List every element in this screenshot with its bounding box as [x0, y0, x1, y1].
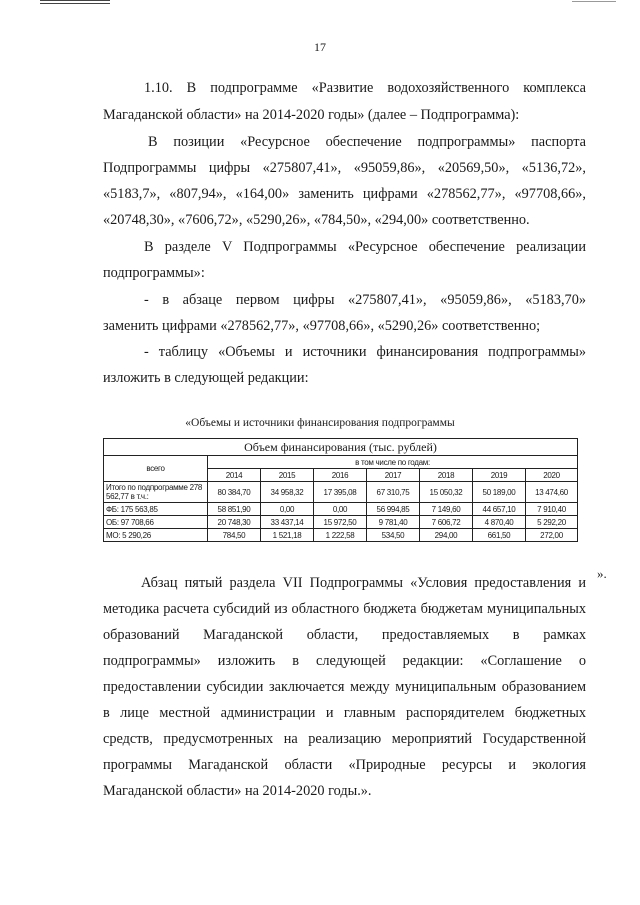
table-cell: 15 050,32 — [420, 482, 473, 503]
paragraph-4-line-1: - в абзаце первом цифры «275807,41», «95059,86», «5183,70» — [144, 292, 586, 308]
table-row — [104, 529, 578, 542]
table-cell: 272,00 — [526, 529, 578, 542]
paragraph-5-line-1: - таблицу «Объемы и источники финансирования подпрограммы» — [144, 344, 586, 360]
table-cell: 67 310,75 — [367, 482, 420, 503]
table-cell: 534,50 — [367, 529, 420, 542]
paragraph-2-line-4: «20748,30», «7606,72», «5290,26», «784,50», «294,00» соответственно. — [103, 212, 530, 228]
page-number: 17 — [314, 40, 326, 54]
paragraph-3-line-2: подпрограммы»: — [103, 265, 205, 281]
table-row — [104, 482, 578, 503]
table-cell: 661,50 — [473, 529, 526, 542]
row-label: ОБ: 97 708,66 — [104, 516, 208, 529]
table-cell: 7 910,40 — [526, 503, 578, 516]
paragraph-2-line-3: «5183,7», «807,94», «164,00» заменить цифрами «278562,77», «97708,66», — [103, 186, 586, 202]
table-cell: 784,50 — [208, 529, 261, 542]
year-header: 2020 — [526, 469, 578, 482]
row-label: Итого по подпрограмме 278 562,77 в т.ч.: — [104, 482, 208, 503]
table-header-row-main — [104, 439, 578, 456]
table-closing-quote: ». — [597, 566, 607, 581]
row-label: МО: 5 290,26 — [104, 529, 208, 542]
year-header: 2019 — [473, 469, 526, 482]
table-caption: «Объемы и источники финансирования подпрограммы — [185, 417, 455, 429]
table-cell: 7 149,60 — [420, 503, 473, 516]
paragraph-2-line-1: В позиции «Ресурсное обеспечение подпрограммы» паспорта — [148, 134, 586, 150]
table-cell: 58 851,90 — [208, 503, 261, 516]
table-cell: 5 292,20 — [526, 516, 578, 529]
paragraph-3-line-1: В разделе V Подпрограммы «Ресурсное обеспечение реализации — [144, 239, 586, 255]
table-header-total: всего — [104, 456, 208, 482]
table-cell: 294,00 — [420, 529, 473, 542]
financing-table — [103, 438, 578, 542]
table-cell: 50 189,00 — [473, 482, 526, 503]
table-row — [104, 516, 578, 529]
table-cell: 13 474,60 — [526, 482, 578, 503]
table-cell: 34 958,32 — [261, 482, 314, 503]
table-cell: 44 657,10 — [473, 503, 526, 516]
year-header: 2017 — [367, 469, 420, 482]
table-cell: 33 437,14 — [261, 516, 314, 529]
table-header-by-years: в том числе по годам: — [208, 456, 578, 469]
table-header-row-group — [104, 456, 578, 469]
paragraph-4-line-2: заменить цифрами «278562,77», «97708,66», «5290,26» соответственно; — [103, 318, 541, 334]
year-header: 2018 — [420, 469, 473, 482]
row-label: ФБ: 175 563,85 — [104, 503, 208, 516]
table-cell: 17 395,08 — [314, 482, 367, 503]
table-cell: 1 222,58 — [314, 529, 367, 542]
table-cell: 1 521,18 — [261, 529, 314, 542]
table-cell: 0,00 — [314, 503, 367, 516]
table-header-main: Объем финансирования (тыс. рублей) — [104, 439, 578, 456]
table-cell: 4 870,40 — [473, 516, 526, 529]
year-header: 2015 — [261, 469, 314, 482]
table-cell: 15 972,50 — [314, 516, 367, 529]
top-left-rule — [40, 0, 110, 4]
table-cell: 9 781,40 — [367, 516, 420, 529]
paragraph-section-vii: Абзац пятый раздела VII Подпрограммы «Условия предоставления и методика расчета субсидий из областного бюджета бюджетам муниципальных образований Магаданской области, предоставляемых в рамках подпрограммы» изложить в следующей редакции: «Соглашение о предоставлении субсидии заключается между муниципальным образованием в лице местной администрации и главным распорядителем бюджетных средств, предусмотренных на реализацию мероприятий Государственной программы Магаданской области «Природные ресурсы и экология Магаданской области» на 2014-2020 годы.». — [103, 575, 586, 799]
table-cell: 80 384,70 — [208, 482, 261, 503]
table-cell: 56 994,85 — [367, 503, 420, 516]
year-header: 2016 — [314, 469, 367, 482]
paragraph-2-line-2: Подпрограммы цифры «275807,41», «95059,86», «20569,50», «5136,72», — [103, 160, 586, 176]
top-right-rule — [572, 1, 616, 2]
table-cell: 7 606,72 — [420, 516, 473, 529]
paragraph-1-line-2: Магаданской области» на 2014-2020 годы» (далее – Подпрограмма): — [103, 107, 520, 123]
table-cell: 0,00 — [261, 503, 314, 516]
paragraph-1-line-1: 1.10. В подпрограмме «Развитие водохозяйственного комплекса — [144, 80, 586, 96]
table-cell: 20 748,30 — [208, 516, 261, 529]
table-row — [104, 503, 578, 516]
paragraph-5-line-2: изложить в следующей редакции: — [103, 370, 309, 386]
year-header: 2014 — [208, 469, 261, 482]
